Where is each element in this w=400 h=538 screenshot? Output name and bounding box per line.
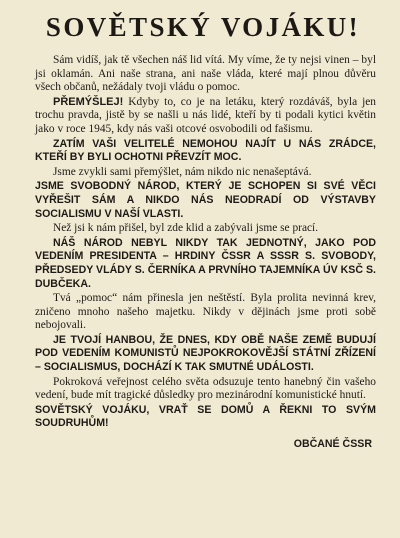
signature: OBČANÉ ČSSR xyxy=(293,438,372,451)
paragraph-help: Tvá „pomoc“ nám přinesla jen neštěstí. Byla prolita nevinná krev, zničeno mnoho našeho majetku. Nikdy v dějinách jsme proti sobě nebojovali. xyxy=(35,292,376,332)
paragraph-go-home: SOVĚTSKÝ VOJÁKU, VRAŤ SE DOMŮ A ŘEKNI TO SVÝM SOUDRUHŮM! xyxy=(35,403,376,430)
paragraph-think-lead: PŘEMÝŠLEJ! xyxy=(53,95,124,108)
leaflet-body xyxy=(35,54,376,451)
leaflet-headline: SOVĚTSKÝ VOJÁKU! xyxy=(45,12,361,42)
paragraph-shame: JE TVOJÍ HANBOU, ŽE DNES, KDY OBĚ NAŠE ZEMĚ BUDUJÍ POD VEDENÍM KOMUNISTŮ NEJPOKROKOVĚJŠÍ STÁTNÍ ZŘÍZENÍ – SOCIALISMUS, DOCHÁZÍ K TAK SMUTNÉ UDÁLOSTI. xyxy=(35,333,376,374)
paragraph-public: Pokroková veřejnost celého světa odsuzuje tento hanebný čin vašeho vedení, bude mít tragické důsledky pro mezinárodní komunistické hnutí. xyxy=(35,375,376,402)
paragraph-traitors: ZATÍM VAŠI VELITELÉ NEMOHOU NAJÍT U NÁS ZRÁDCE, KTEŘÍ BY BYLI OCHOTNI PŘEVZÍT MOC. xyxy=(35,137,376,164)
paragraph-think-ourselves: Jsme zvykli sami přemýšlet, nám nikdo nic nenašeptává. xyxy=(53,165,312,178)
paragraph-free-nation: JSME SVOBODNÝ NÁROD, KTERÝ JE SCHOPEN SI SVÉ VĚCI VYŘEŠIT SÁM A NIKDO NÁS NEODRADÍ OD VÝSTAVBY SOCIALISMU V NAŠÍ VLASTI. xyxy=(35,180,376,220)
paragraph-united-nation: NÁŠ NÁROD NEBYL NIKDY TAK JEDNOTNÝ, JAKO POD VEDENÍM PRESIDENTA – HRDINY ČSSR A SSSR S. SVOBODY, PŘEDSEDY VLÁDY S. ČERNÍKA A PRVNÍHO TAJEMNÍKA ÚV KSČ S. DUBČEKA. xyxy=(35,236,376,290)
paragraph-calm: Než jsi k nám přišel, byl zde klid a zabývali jsme se prací. xyxy=(53,222,319,235)
paragraph-intro: Sám vidíš, jak tě všechen náš lid vítá. My víme, že ty nejsi vinen – byl jsi oklamán. Ani naše strana, ani naše vláda, které mají plnou důvěru všech občanů, nežádaly tvoji vládu o pomoc. xyxy=(35,54,376,94)
paragraph-think-text: Kdyby to, co je na letáku, který rozdáváš, byla jen trochu pravda, jistě by se našli u nás lidé, kteří by ti podali kytici květin jako v roce 1945, kdy nás vaši otcové osvobodili od fašismu. xyxy=(35,95,376,135)
paragraph-think xyxy=(35,96,376,137)
